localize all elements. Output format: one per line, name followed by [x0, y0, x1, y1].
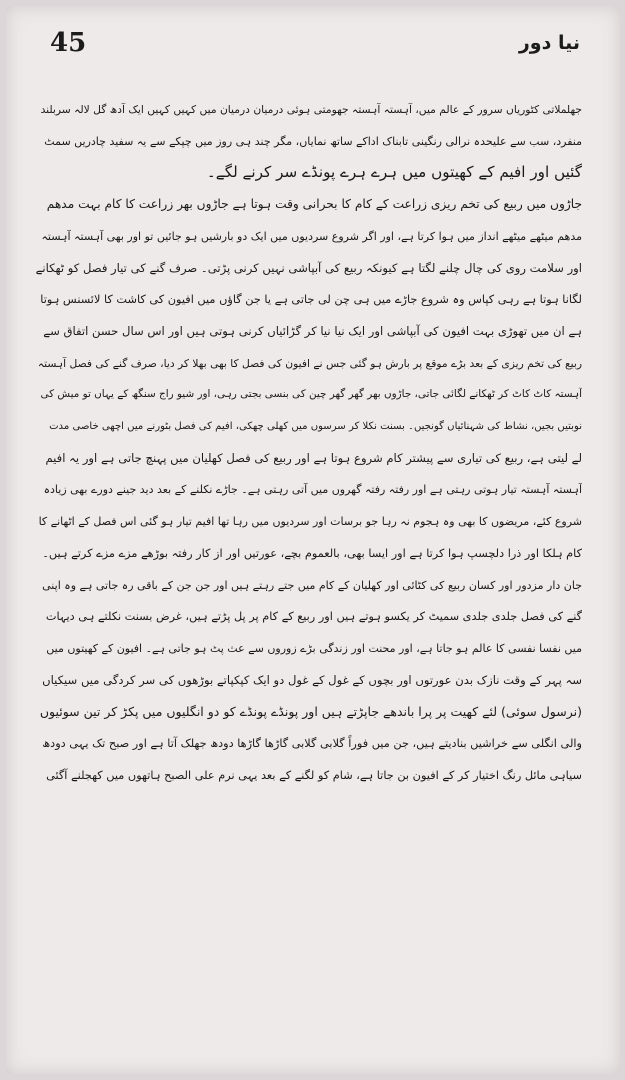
text-line: منفرد، سب سے علیحدہ نرالی رنگینی تابناک اداکے ساتھ نمایاں، مگر چند ہی روز میں چپکے سے یہ سفید چادریں سمٹ: [44, 134, 582, 148]
text-line: نوبتیں بجیں، نشاط کی شہنائیاں گونجیں۔ بسنت نکلا کر سرسوں میں کھلی چھکی، افیم کی فصل بٹورنے میں اچھی خاصی مدت: [49, 421, 582, 433]
running-head: نیا دور: [518, 32, 580, 54]
text-line: آہستہ کاٹ کاٹ کر ٹھکانے لگائی جاتی، جاڑوں بھر گھر گھر چین کی بنسی بجتی رہی، اور شیو راج سنگھ کے یہاں تو میش کی: [40, 388, 582, 401]
text-line: جاڑوں میں ربیع کی تخم ریزی زراعت کے کام کا بحرانی وقت ہوتا ہے جاڑوں بھر زراعت کا کام بہت مدھم: [46, 197, 582, 212]
text-line: اور سلامت روی کی چال چلنے لگتا ہے کیونکہ ربیع کی آبپاشی نہیں کرنی پڑتی۔ صرف گنے کی تیار فصل کو ٹھکانے: [36, 260, 582, 275]
book-page: [6, 6, 620, 1074]
text-line: لگانا ہوتا ہے رہی کپاس وہ شروع جاڑے میں ہی چن لی جاتی ہے یا جن گاؤں میں افیون کی کاشت کا لائسنس ہوتا: [40, 293, 582, 307]
text-line: جان دار مزدور اور کسان ربیع کی کٹائی اور کھلیان کے کام میں جتے رہتے ہیں اور جن جن کے باقی رہ جاتی ہے وہ اپنی: [42, 578, 582, 592]
text-line: لے لیتی ہے، ربیع کی تیاری سے پیشتر کام شروع ہوتا ہے اور ربیع کی فصل کھلیان میں پہنچ جاتی ہے اور یہ افیم: [45, 450, 582, 465]
text-line: میں نفسا نفسی کا عالم ہو جاتا ہے، اور محنت اور زندگی بڑے زوروں سے عث پٹ ہو جاتی ہے۔ افیون کے کھیتوں میں: [46, 641, 582, 655]
text-line: سیاہی مائل رنگ اختیار کر کے افیون بن جاتا ہے، شام کو لگنے کے بعد یہی نرم علی الصبح ہاتھوں میں کھجلنے آگئی: [46, 768, 582, 782]
text-line: گنے کی فصل جلدی جلدی سمیٹ کر یکسو ہوتے ہیں اور ربیع کے کام پر پل پڑتے ہیں، غرض بسنت نکلتے ہی دیہات: [45, 610, 582, 624]
page-number: 45: [50, 28, 87, 58]
text-line: کام ہلکا اور ذرا دلچسپ ہوا کرتا ہے اور ایسا بھی، بالعموم بچے، عورتیں اور از کار رفتہ بوڑھے مزے مزے کرتے ہیں۔: [42, 546, 582, 560]
text-line: ہے ان میں تھوڑی بہت افیون کی آبپاشی اور ایک نیا نیا کر گڑائیاں کرنی ہوتی ہیں اور اس سال حسن اتفاق سے: [43, 323, 582, 338]
page-header: [6, 28, 620, 64]
text-line: شروع کئے، مریضوں کا بھی وہ ہجوم نہ رہا جو برسات اور سردیوں میں رہا تھا افیم تیار ہو گئی اس فصل کے اٹھانے کا: [38, 515, 582, 529]
text-line: مدھم میٹھے میٹھے انداز میں ہوا کرتا ہے، اور اگر شروع سردیوں میں ایک دو بارشیں ہو جائیں تو اور بھی آہستہ آہستہ: [41, 229, 582, 243]
text-line: آہستہ آہستہ تیار ہوتی رہتی ہے اور رفتہ رفتہ گھروں میں آتی رہتی ہے۔ جاڑے نکلنے کے بعد دید جینے دورے بھی زیادہ: [43, 483, 582, 497]
text-line: (نرسول سوئی) لئے کھیت پر پرا باندھے جاپڑتے ہیں اور پونڈے پونڈے کو دو انگلیوں میں پکڑ کر تین سوئیوں: [39, 704, 582, 720]
body-text: [36, 94, 582, 791]
text-line: سہ پہر کے وقت نازک بدن عورتوں اور بچوں کے غول کے غول دو ایک کپکپاتے بوڑھوں کی سر کردگی میں سیکیاں: [42, 672, 582, 687]
text-line: جھلملاتی کٹوریاں سرور کے عالم میں، آہستہ آہستہ جھومتی ہوئی درمیان درمیان میں کہیں کہیں ایک آدھ گل لالہ سربلند: [40, 103, 582, 116]
text-line: ربیع کی تخم ریزی کے بعد بڑے موقع پر بارش ہو گئی جس نے افیون کی فصل کا بھی بھلا کر دیا، صرف گنے کی فصل آہستہ: [37, 356, 582, 370]
text-line: والی انگلی سے خراشیں بنادیتے ہیں، جن میں فوراً گلابی گلابی گاڑھا گاڑھا دودھ جھلک آتا ہے اور صبح تک یہی دودھ: [42, 737, 582, 751]
text-line: گئیں اور افیم کے کھیتوں میں ہرے ہرے پونڈے سر کرنے لگے۔: [206, 163, 582, 182]
